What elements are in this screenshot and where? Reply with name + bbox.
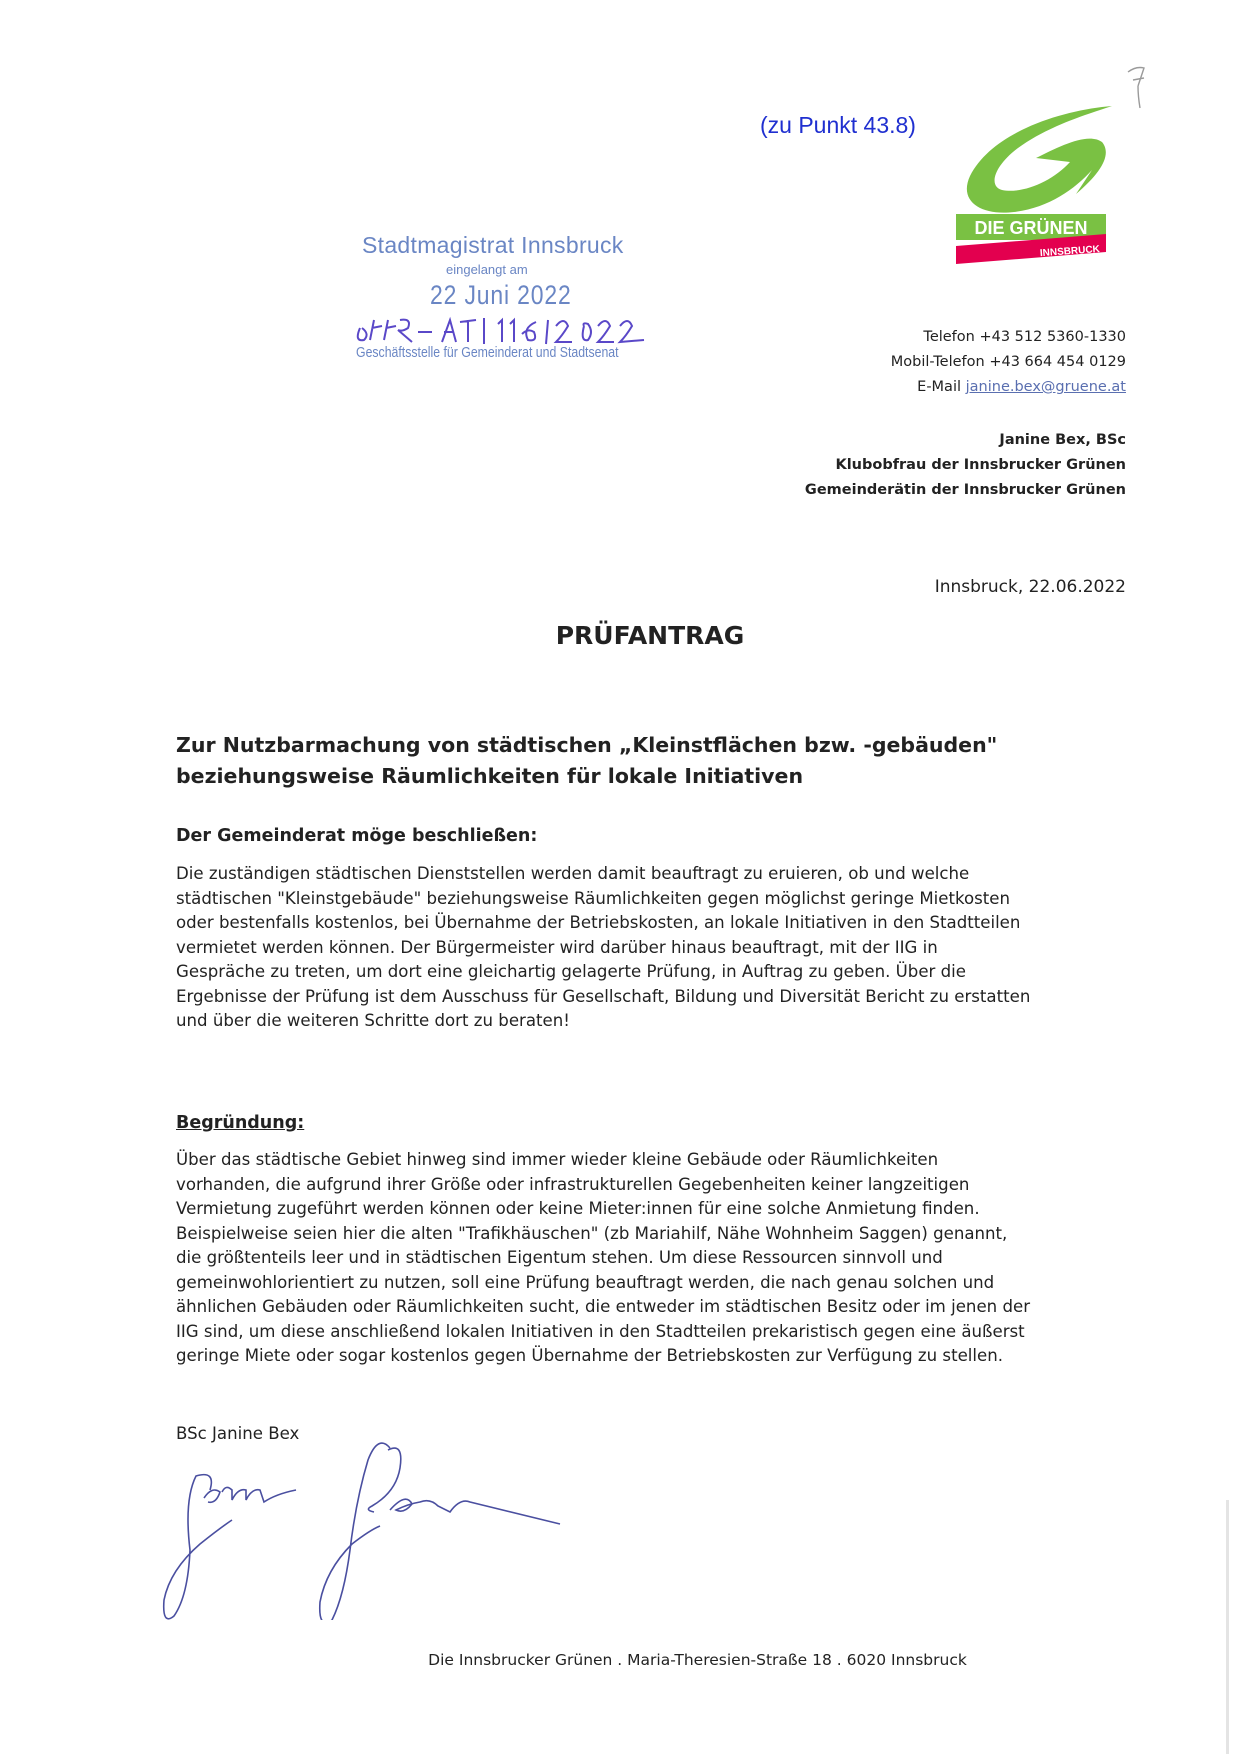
author-role-1: Klubobfrau der Innsbrucker Grünen (835, 457, 1126, 473)
motion-line: Die zuständigen städtischen Dienststellen werden damit beauftragt zu eruieren, ob und welche (176, 864, 970, 883)
reasoning-line: Vermietung zugeführt werden können oder keine Mieter:innen für eine solche Anmietung finden. (176, 1199, 980, 1218)
letter-date: Innsbruck, 22.06.2022 (934, 577, 1126, 597)
stamp-date: 22 Juni 2022 (430, 280, 572, 310)
agenda-annotation: (zu Punkt 43.8) (760, 112, 916, 138)
reasoning-line: gemeinwohlorientiert zu nutzen, soll eine Prüfung beauftragt werden, die nach genau solchen und (176, 1272, 995, 1292)
subject (176, 730, 997, 792)
die-gruenen-logo (952, 98, 1130, 272)
author-name: Janine Bex, BSc (999, 432, 1126, 448)
subject-line-1: Zur Nutzbarmachung von städtischen „Kleinstflächen bzw. -gebäuden" (176, 733, 998, 757)
email-link[interactable]: janine.bex@gruene.at (965, 379, 1126, 395)
receipt-stamp (352, 228, 672, 388)
reasoning-line: Beispielweise seien hier die alten "Trafikhäuschen" (zb Mariahilf, Nähe Wohnheim Saggen) genannt, (176, 1223, 1008, 1243)
contact-block (891, 325, 1126, 400)
motion-line: und über die weiteren Schritte dort zu beraten! (176, 1011, 570, 1030)
motion-line: vermietet werden können. Der Bürgermeister wird darüber hinaus beauftragt, mit der IIG in (176, 937, 938, 957)
reasoning-line: geringe Miete oder sogar kostenlos gegen Übernahme der Betriebskosten zur Verfügung zu stellen. (176, 1346, 1004, 1365)
motion-heading: Der Gemeinderat möge beschließen: (176, 826, 538, 846)
motion-line: oder bestenfalls kostenlos, bei Übernahme der Betriebskosten, an lokale Initiativen in den Stadtteilen (176, 913, 1021, 932)
reasoning-line: IIG sind, um diese anschließend lokalen Initiativen in den Stadtteilen prekaristisch gegen eine äußerst (176, 1321, 1025, 1341)
phone: Telefon +43 512 5360-1330 (923, 329, 1126, 345)
mobile-phone: Mobil-Telefon +43 664 454 0129 (890, 354, 1126, 370)
signer-name: BSc Janine Bex (176, 1424, 300, 1443)
handwritten-signature (160, 1420, 620, 1620)
motion-line: Ergebnisse der Prüfung ist dem Ausschuss für Gesellschaft, Bildung und Diversität Bericht zu erstatten (176, 986, 1031, 1006)
stamp-authority: Stadtmagistrat Innsbruck (362, 232, 624, 258)
footer-address: Die Innsbrucker Grünen . Maria-Theresien-Straße 18 . 6020 Innsbruck (428, 1651, 967, 1669)
reasoning-line: ähnlichen Gebäuden oder Räumlichkeiten sucht, die entweder im städtischen Besitz oder im jenen der (176, 1297, 1031, 1316)
scan-edge (1226, 1500, 1229, 1754)
email-label: E-Mail (917, 379, 962, 395)
email-line (891, 375, 1126, 400)
logo-sub: INNSBRUCK (1039, 244, 1101, 260)
reasoning-line: Über das städtische Gebiet hinweg sind immer wieder kleine Gebäude oder Räumlichkeiten (176, 1150, 939, 1169)
reasoning-heading: Begründung: (176, 1113, 305, 1133)
author-role-2: Gemeinderätin der Innsbrucker Grünen (804, 482, 1126, 498)
author-block (805, 428, 1126, 503)
stamp-received: eingelangt am (446, 262, 528, 277)
document-title: PRÜFANTRAG (555, 621, 745, 650)
reasoning-line: die größtenteils leer und in städtischen Eigentum stehen. Um diese Ressourcen sinnvoll und (176, 1248, 943, 1267)
logo-name: DIE GRÜNEN (974, 218, 1088, 238)
subject-line-2: beziehungsweise Räumlichkeiten für lokale Initiativen (176, 764, 804, 788)
motion-line: städtischen "Kleinstgebäude" beziehungsweise Räumlichkeiten gegen möglichst geringe Mietkosten (176, 888, 1011, 908)
reasoning-text (176, 1148, 1116, 1369)
motion-line: Gespräche zu treten, um dort eine gleichartig gelagerte Prüfung, in Auftrag zu geben. Über die (176, 962, 967, 981)
stamp-office: Geschäftsstelle für Gemeinderat und Stadtsenat (356, 344, 619, 361)
reasoning-line: vorhanden, die aufgrund ihrer Größe oder infrastrukturellen Gegebenheiten keiner langzeitigen (176, 1174, 970, 1194)
stamp-reference-handwriting (352, 298, 672, 348)
motion-text (176, 862, 1116, 1034)
